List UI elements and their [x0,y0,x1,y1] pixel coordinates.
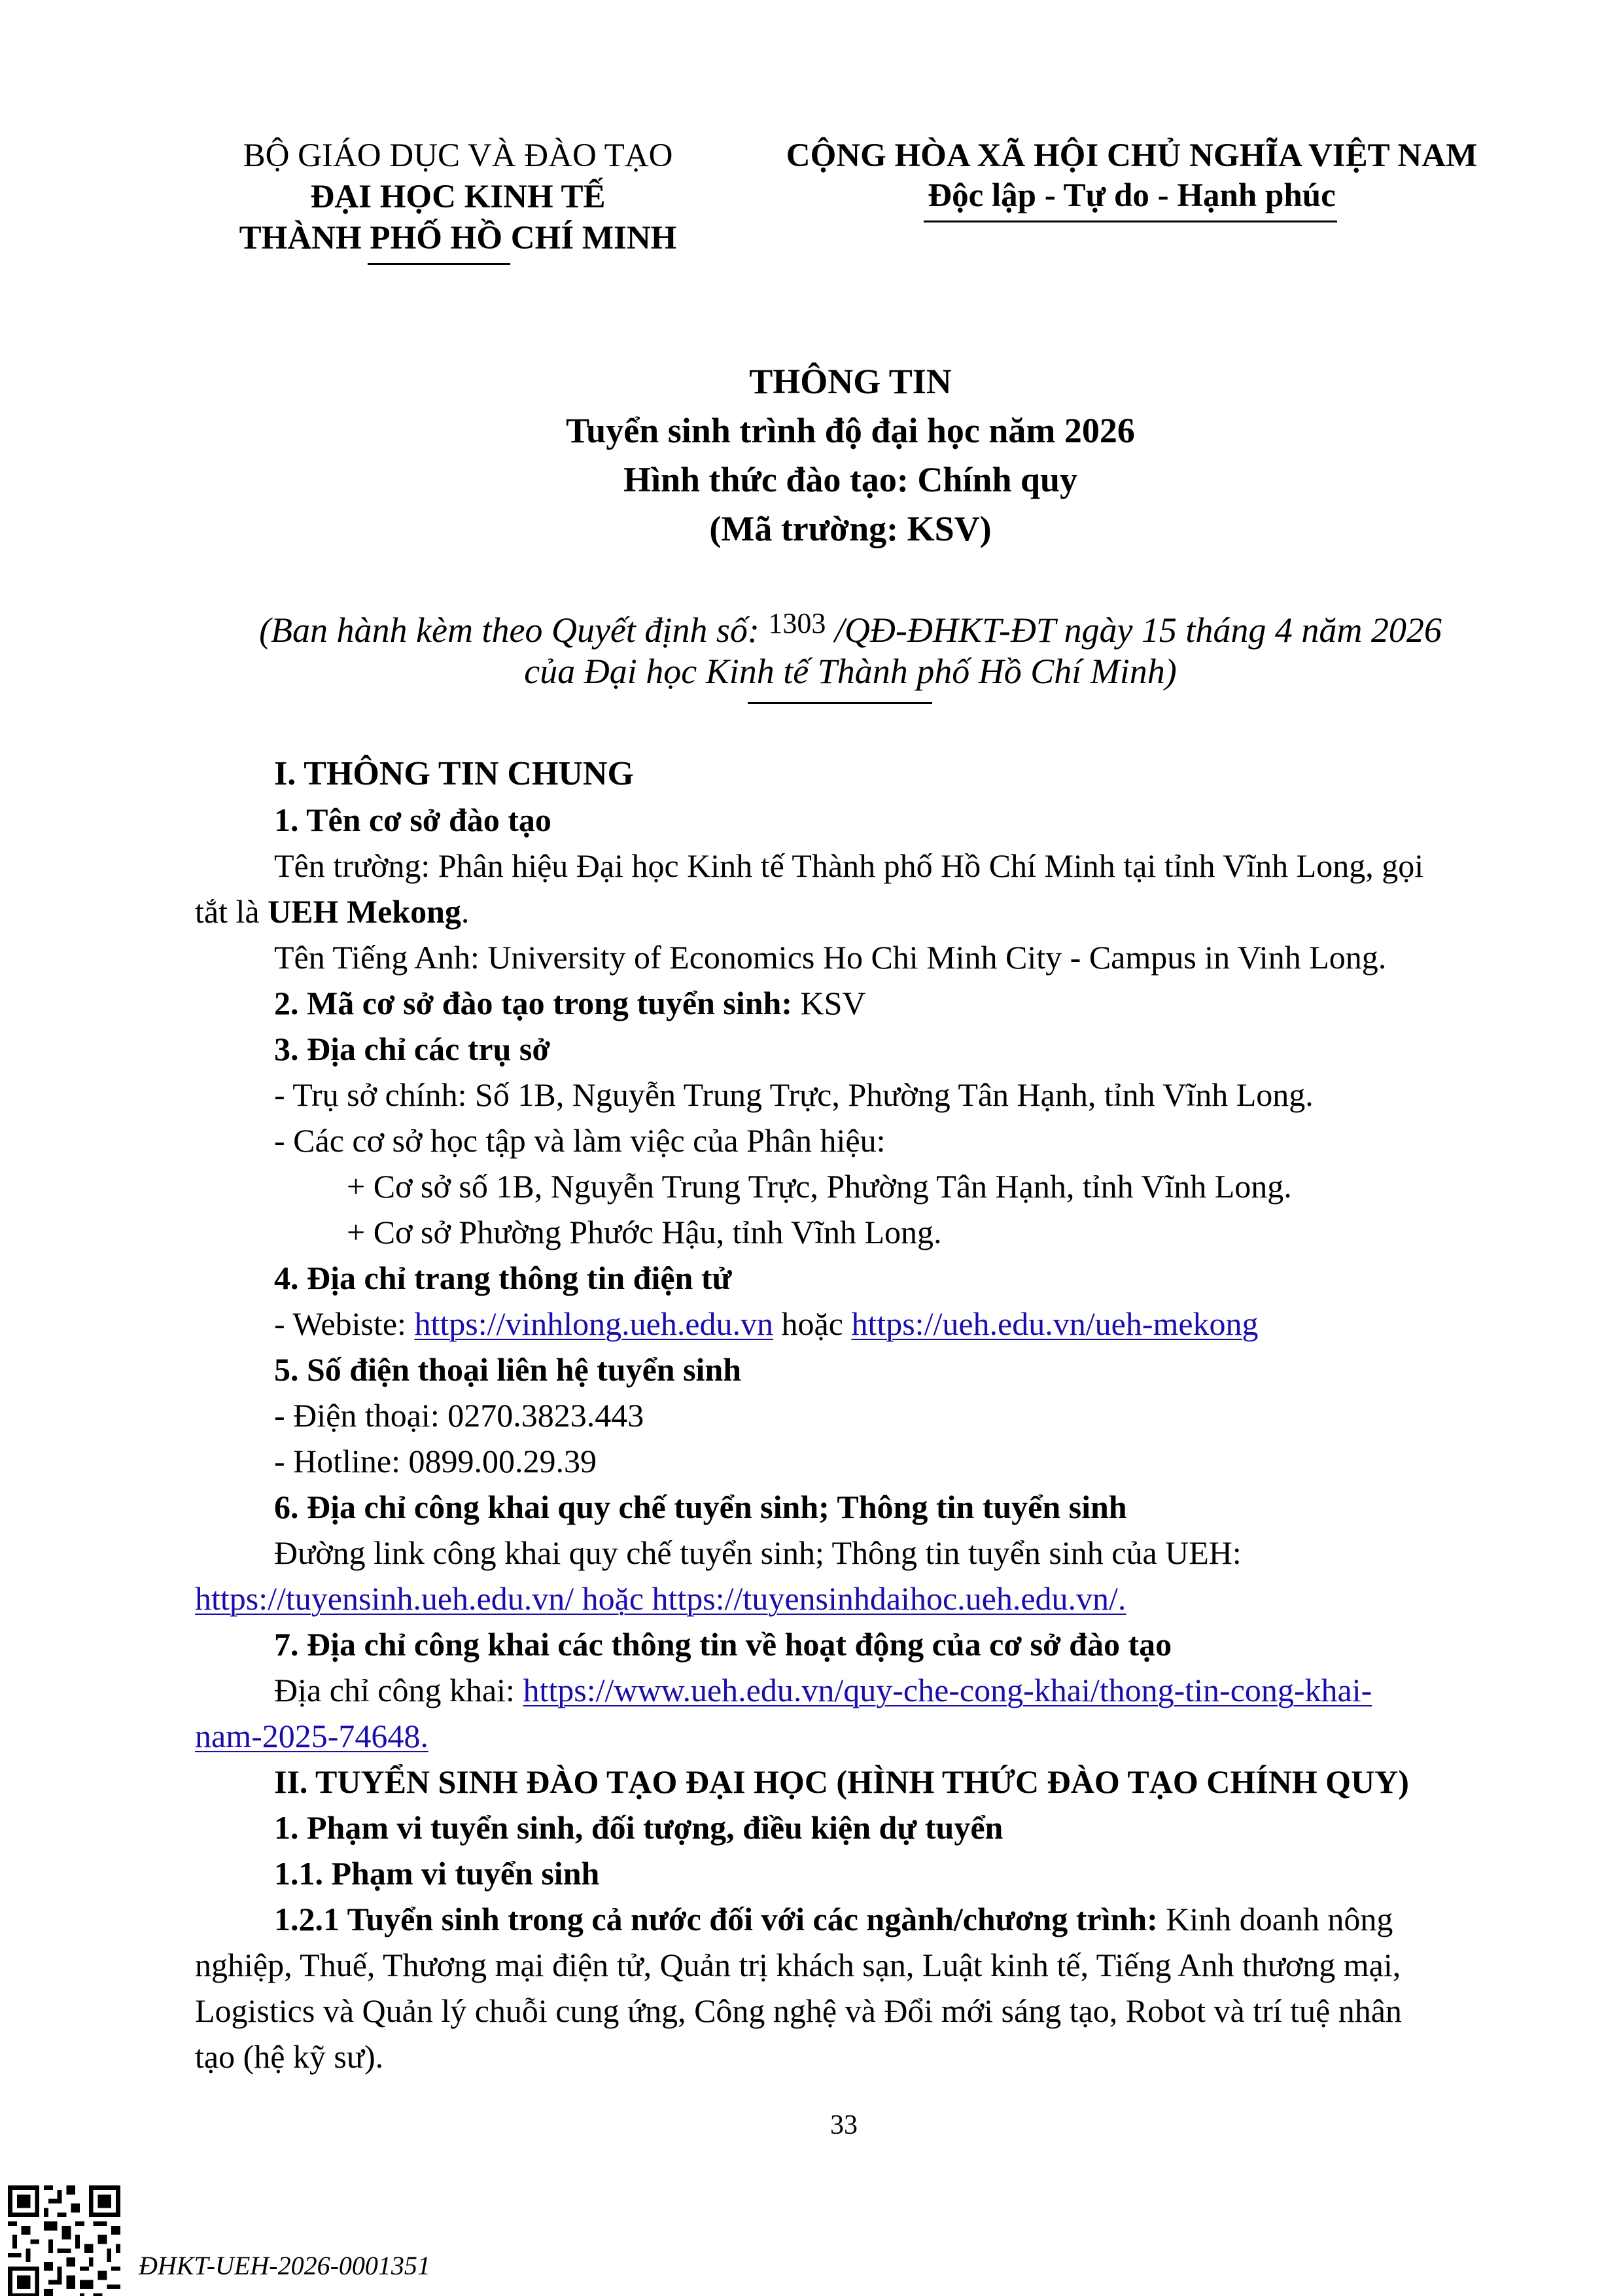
s1-2-line [274,980,866,1026]
s1-2-heading: 2. Mã cơ sở đào tạo trong tuyển sinh: [274,985,792,1021]
s1-5-phone: - Điện thoại: 0270.3823.443 [274,1397,644,1434]
s1-4-heading: 4. Địa chỉ trang thông tin điện tử [274,1260,732,1296]
s1-5-heading: 5. Số điện thoại liên hệ tuyển sinh [274,1351,742,1388]
document-code: ĐHKT-UEH-2026-0001351 [139,2251,430,2280]
s1-3-heading: 3. Địa chỉ các trụ sở [274,1031,551,1067]
s1-7-heading: 7. Địa chỉ công khai các thông tin về hoạt động của cơ sở đào tạo [274,1626,1172,1663]
s1-6-heading: 6. Địa chỉ công khai quy chế tuyển sinh; Thông tin tuyển sinh [274,1489,1127,1525]
public-address-label: Địa chỉ công khai: [274,1672,523,1708]
s2-1-2-1-line1 [274,1896,1393,1942]
s2-1-2-1-line3: Logistics và Quản lý chuỗi cung ứng, Công nghệ và Đổi mới sáng tạo, Robot và trí tuệ nhân [195,1992,1402,2029]
s2-1-2-1-line4: tạo (hệ kỹ sư). [195,2038,384,2075]
header-university: ĐẠI HỌC KINH TẾ [310,179,606,215]
header-motto: Độc lập - Tự do - Hạnh phúc [928,177,1336,214]
decision-number: 1303 [768,607,826,639]
issuance-suffix: /QĐ-ĐHKT-ĐT ngày 15 tháng 4 năm 2026 [826,610,1442,650]
header-city: THÀNH PHỐ HỒ CHÍ MINH [239,220,677,256]
website-link-ueh-mekong[interactable]: https://ueh.edu.vn/ueh-mekong [851,1305,1259,1342]
qr-code-icon [8,2185,120,2296]
s2-1-2-1-heading: 1.2.1 Tuyển sinh trong cả nước đối với các ngành/chương trình: [274,1901,1158,1937]
s2-1-2-1-text-start: Kinh doanh nông [1157,1901,1393,1937]
public-info-link-part2[interactable]: nam-2025-74648. [195,1718,428,1754]
s1-1-english-name: Tên Tiếng Anh: University of Economics Ho Chi Minh City - Campus in Vinh Long. [274,939,1387,976]
s1-3-campus-1: + Cơ sở số 1B, Nguyễn Trung Trực, Phường Tân Hạnh, tỉnh Vĩnh Long. [347,1168,1292,1205]
s2-1-1-heading: 1.1. Phạm vi tuyển sinh [274,1855,600,1892]
page-number: 33 [830,2110,858,2140]
website-label: - Webiste: [274,1305,415,1342]
title-rule [748,702,932,704]
public-info-link-part1[interactable]: https://www.ueh.edu.vn/quy-che-cong-khai/thong-tin-cong-khai- [523,1672,1372,1708]
website-link-vinhlong[interactable]: https://vinhlong.ueh.edu.vn [414,1305,774,1342]
s1-1-name-line1: Tên trường: Phân hiệu Đại học Kinh tế Thành phố Hồ Chí Minh tại tỉnh Vĩnh Long, gọi [274,847,1424,884]
header-right-rule [924,221,1337,222]
s1-1-heading: 1. Tên cơ sở đào tạo [274,802,551,838]
s2-1-heading: 1. Phạm vi tuyển sinh, đối tượng, điều kiện dự tuyển [274,1809,1003,1846]
s1-7-public-address [274,1667,1372,1713]
section-1-heading: I. THÔNG TIN CHUNG [274,755,634,792]
doc-school-code: (Mã trường: KSV) [709,509,992,548]
s1-3-campuses-intro: - Các cơ sở học tập và làm việc của Phân hiệu: [274,1122,886,1159]
s2-1-2-1-line2: nghiệp, Thuế, Thương mại điện tử, Quản trị khách sạn, Luật kinh tế, Tiếng Anh thương mại, [195,1947,1401,1983]
s1-3-campus-2: + Cơ sở Phường Phước Hậu, tỉnh Vĩnh Long. [347,1214,942,1250]
section-2-heading: II. TUYỂN SINH ĐÀO TẠO ĐẠI HỌC (HÌNH THỨC ĐÀO TẠO CHÍNH QUY) [274,1763,1409,1800]
header-ministry: BỘ GIÁO DỤC VÀ ĐÀO TẠO [243,137,673,174]
header-left-rule [368,263,510,265]
s1-6-admission-links[interactable]: https://tuyensinh.ueh.edu.vn/ hoặc https://tuyensinhdaihoc.ueh.edu.vn/. [195,1580,1126,1617]
s1-6-text: Đường link công khai quy chế tuyển sinh; Thông tin tuyển sinh của UEH: [274,1534,1242,1571]
s1-3-main-office: - Trụ sở chính: Số 1B, Nguyễn Trung Trực, Phường Tân Hạnh, tỉnh Vĩnh Long. [274,1076,1314,1113]
issuance-prefix: (Ban hành kèm theo Quyết định số: [259,610,769,650]
doc-subtitle: Tuyển sinh trình độ đại học năm 2026 [566,411,1135,450]
s1-4-websites [274,1301,1259,1347]
s1-2-value: KSV [792,985,866,1021]
short-name-prefix: tắt là [195,893,268,930]
s1-5-hotline: - Hotline: 0899.00.29.39 [274,1443,597,1479]
website-or: hoặc [773,1305,852,1342]
short-name-suffix: . [461,893,470,930]
doc-title: THÔNG TIN [749,362,952,401]
header-republic: CỘNG HÒA XÃ HỘI CHỦ NGHĨA VIỆT NAM [786,137,1478,174]
issuance-issuer: của Đại học Kinh tế Thành phố Hồ Chí Minh) [524,652,1177,691]
short-name: UEH Mekong [268,893,461,930]
doc-training-mode: Hình thức đào tạo: Chính quy [623,460,1078,499]
s1-1-name-line2 [195,889,469,934]
